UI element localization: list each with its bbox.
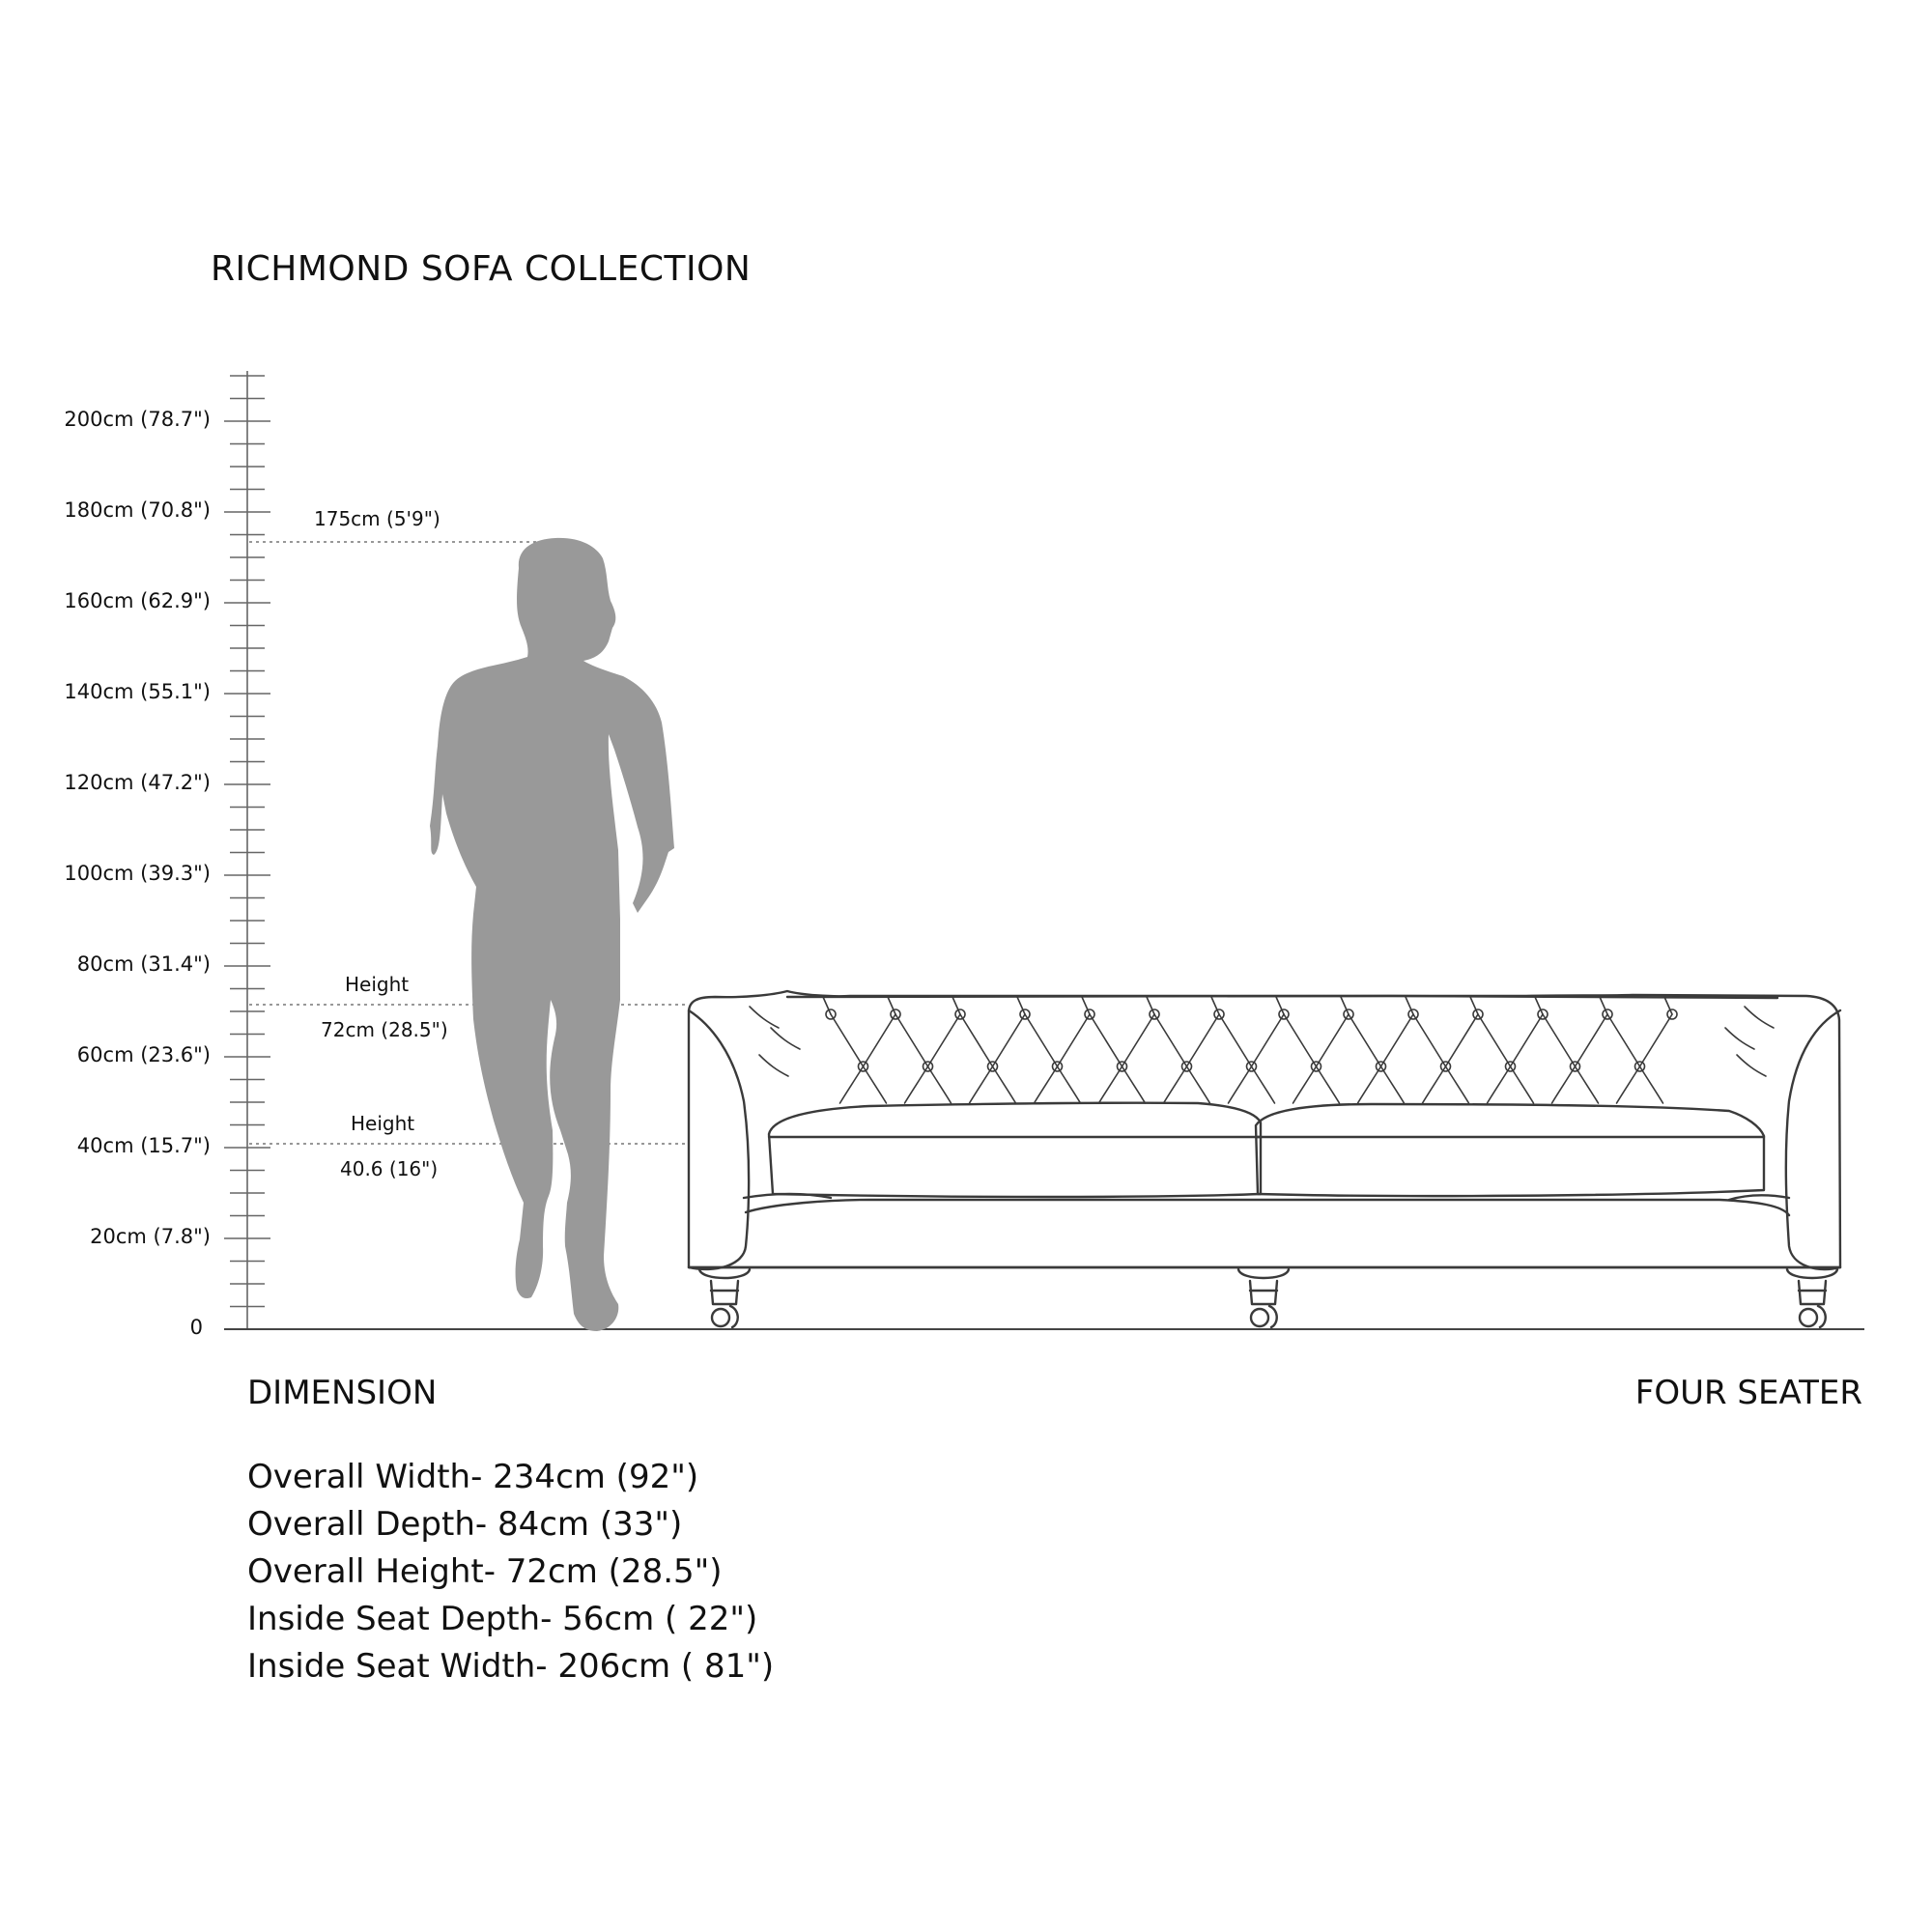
tuft-seam [1511, 1014, 1544, 1066]
tuft-pleat [1511, 1066, 1534, 1103]
back-height-title: Height [345, 973, 410, 996]
right-arm-scroll [1729, 1195, 1789, 1200]
cushion-left [769, 1103, 1261, 1197]
back-height-value: 72cm (28.5") [321, 1018, 448, 1041]
tuft-pleat [1576, 1066, 1599, 1103]
sofa-drawing [689, 991, 1840, 1327]
scale-label: 180cm (70.8") [64, 498, 211, 522]
tuft-seam [993, 1014, 1026, 1066]
tuft-pleat [970, 1066, 993, 1103]
spec-inside-seat-depth: Inside Seat Depth- 56cm ( 22") [247, 1600, 758, 1638]
tuft-seam [1284, 1014, 1317, 1066]
scale-label: 0 [189, 1316, 203, 1339]
tuft-pleat [1187, 1066, 1210, 1103]
cushion-right [1256, 1104, 1764, 1196]
tuft-pleat [1358, 1066, 1381, 1103]
tuft-seam [1058, 1014, 1091, 1066]
spec-overall-width: Overall Width- 234cm (92") [247, 1458, 699, 1496]
arm-tuft-pleat [1745, 1007, 1774, 1028]
tuft-seam [1187, 1014, 1220, 1066]
tuft-pleat [1381, 1066, 1405, 1103]
tuft-seam [831, 1014, 864, 1066]
caster-wheel [1800, 1309, 1817, 1326]
right-arm [1786, 1010, 1840, 1269]
person-height-label: 175cm (5'9") [314, 507, 440, 530]
scale-label: 120cm (47.2") [64, 771, 211, 794]
tuft-pleat [1423, 1066, 1446, 1103]
arm-tuft-pleat [1725, 1028, 1754, 1049]
model-heading: FOUR SEATER [1634, 1374, 1862, 1412]
height-scale [224, 371, 270, 1329]
scale-label: 60cm (23.6") [76, 1043, 211, 1066]
tuft-seam [1252, 1014, 1285, 1066]
arm-tuft-pleat [1737, 1055, 1766, 1076]
tuft-pleat [1252, 1066, 1275, 1103]
tuft-pleat [1317, 1066, 1340, 1103]
tuft-seam [1478, 1014, 1511, 1066]
caster-wheel [712, 1309, 729, 1326]
arm-tuft-pleat [759, 1055, 788, 1076]
seat-height-title: Height [351, 1112, 415, 1135]
scale-label: 40cm (15.7") [76, 1134, 211, 1157]
tuft-seam [1122, 1014, 1155, 1066]
tuft-pleat [1552, 1066, 1576, 1103]
scale-label: 200cm (78.7") [64, 408, 211, 431]
tuft-seam [1317, 1014, 1350, 1066]
tuft-seam [1413, 1014, 1446, 1066]
tuft-pleat [1446, 1066, 1469, 1103]
tuft-seam [1090, 1014, 1122, 1066]
tuft-pleat [928, 1066, 952, 1103]
tuft-pleat [1035, 1066, 1058, 1103]
tuft-seam [1640, 1014, 1673, 1066]
scale-label: 80cm (31.4") [76, 952, 211, 976]
tuft-seam [1025, 1014, 1058, 1066]
tuft-seam [928, 1014, 961, 1066]
tuft-seam [1154, 1014, 1187, 1066]
tuft-seam [960, 1014, 993, 1066]
sofa-leg [1238, 1269, 1289, 1327]
tuft-seam [864, 1014, 896, 1066]
spec-list [247, 1454, 774, 1690]
tuft-pleat [1293, 1066, 1317, 1103]
tuft-pleat [1122, 1066, 1146, 1103]
tuft-pleat [864, 1066, 887, 1103]
sofa-legs [699, 1269, 1837, 1327]
seat-height-value: 40.6 (16") [340, 1157, 439, 1180]
tuft-seam [1349, 1014, 1381, 1066]
tuft-seam [1543, 1014, 1576, 1066]
tuft-pleat [993, 1066, 1016, 1103]
spec-inside-seat-width: Inside Seat Width- 206cm ( 81") [247, 1647, 775, 1686]
back-tufting [750, 997, 1774, 1103]
arm-tuft-pleat [750, 1007, 779, 1028]
spec-overall-depth: Overall Depth- 84cm (33") [247, 1505, 683, 1544]
tuft-seam [1381, 1014, 1414, 1066]
tuft-pleat [1099, 1066, 1122, 1103]
sofa-leg [1787, 1269, 1837, 1327]
tuft-seam [895, 1014, 928, 1066]
page-title: RICHMOND SOFA COLLECTION [211, 249, 752, 289]
seat-base [746, 1200, 1789, 1215]
scale-label: 20cm (7.8") [90, 1225, 211, 1248]
left-arm [689, 1010, 749, 1269]
tuft-pleat [905, 1066, 928, 1103]
tuft-pleat [1058, 1066, 1081, 1103]
tuft-pleat [1229, 1066, 1252, 1103]
tuft-seam [1219, 1014, 1252, 1066]
tuft-pleat [1640, 1066, 1663, 1103]
scale-label: 100cm (39.3") [64, 862, 211, 885]
sofa-leg [699, 1269, 750, 1327]
caster-wheel [1251, 1309, 1268, 1326]
tuft-pleat [1617, 1066, 1640, 1103]
sofa-outline [689, 991, 1840, 1267]
tuft-seam [1607, 1014, 1640, 1066]
tuft-pleat [1488, 1066, 1511, 1103]
scale-label: 160cm (62.9") [64, 589, 211, 612]
scale-label: 140cm (55.1") [64, 680, 211, 703]
spec-overall-height: Overall Height- 72cm (28.5") [247, 1552, 723, 1591]
tuft-seam [1446, 1014, 1479, 1066]
dimension-heading: DIMENSION [247, 1374, 438, 1412]
tuft-seam [1576, 1014, 1608, 1066]
arm-tuft-pleat [771, 1028, 800, 1049]
tuft-pleat [1164, 1066, 1187, 1103]
tuft-pleat [840, 1066, 864, 1103]
person-silhouette [430, 538, 674, 1331]
